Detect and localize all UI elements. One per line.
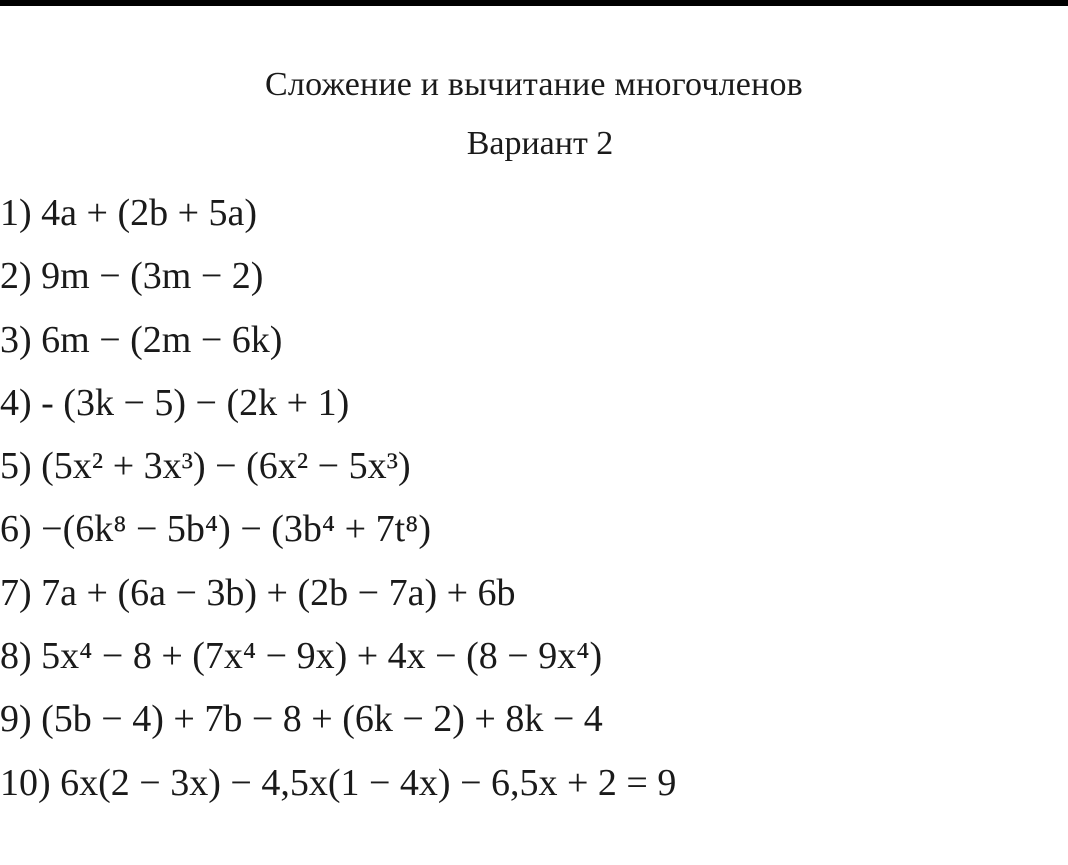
problem-number: 10): [0, 761, 51, 804]
problem-item: [0, 625, 676, 688]
problem-expression: 6x(2 − 3x) − 4,5x(1 − 4x) − 6,5x + 2 = 9: [60, 761, 677, 804]
problem-number: 9): [0, 698, 32, 741]
problem-item: [0, 562, 676, 625]
problem-number: 5): [0, 445, 32, 488]
problem-expression: 4a + (2b + 5a): [41, 192, 258, 234]
problem-number: 3): [0, 318, 32, 361]
problem-expression: −(6k⁸ − 5b⁴) − (3b⁴ + 7t⁸): [41, 508, 432, 551]
page-title: Сложение и вычитание многочленов: [265, 66, 803, 103]
top-border: [0, 0, 1068, 6]
variant-subtitle: Вариант 2: [466, 125, 614, 162]
problem-list: [0, 182, 676, 815]
problem-item: [0, 435, 676, 498]
problem-expression: - (3k − 5) − (2k + 1): [41, 381, 350, 424]
problem-number: 4): [0, 381, 32, 424]
problem-number: 2): [0, 255, 32, 298]
problem-expression: 9m − (3m − 2): [41, 255, 264, 298]
problem-number: 7): [0, 571, 32, 614]
problem-expression: 5x⁴ − 8 + (7x⁴ − 9x) + 4x − (8 − 9x⁴): [41, 635, 603, 678]
problem-number: 8): [0, 635, 32, 678]
problem-item: [0, 309, 676, 372]
problem-item: [0, 752, 676, 815]
problem-expression: (5b − 4) + 7b − 8 + (6k − 2) + 8k − 4: [41, 698, 603, 741]
problem-item: [0, 245, 676, 308]
problem-number: 1): [0, 192, 32, 234]
problem-item: [0, 498, 676, 561]
problem-item: [0, 372, 676, 435]
problem-expression: (5x² + 3x³) − (6x² − 5x³): [41, 445, 411, 488]
problem-item: [0, 182, 676, 245]
problem-number: 6): [0, 508, 32, 551]
problem-item: [0, 688, 676, 751]
problem-expression: 7a + (6a − 3b) + (2b − 7a) + 6b: [41, 571, 516, 614]
problem-expression: 6m − (2m − 6k): [41, 318, 283, 361]
